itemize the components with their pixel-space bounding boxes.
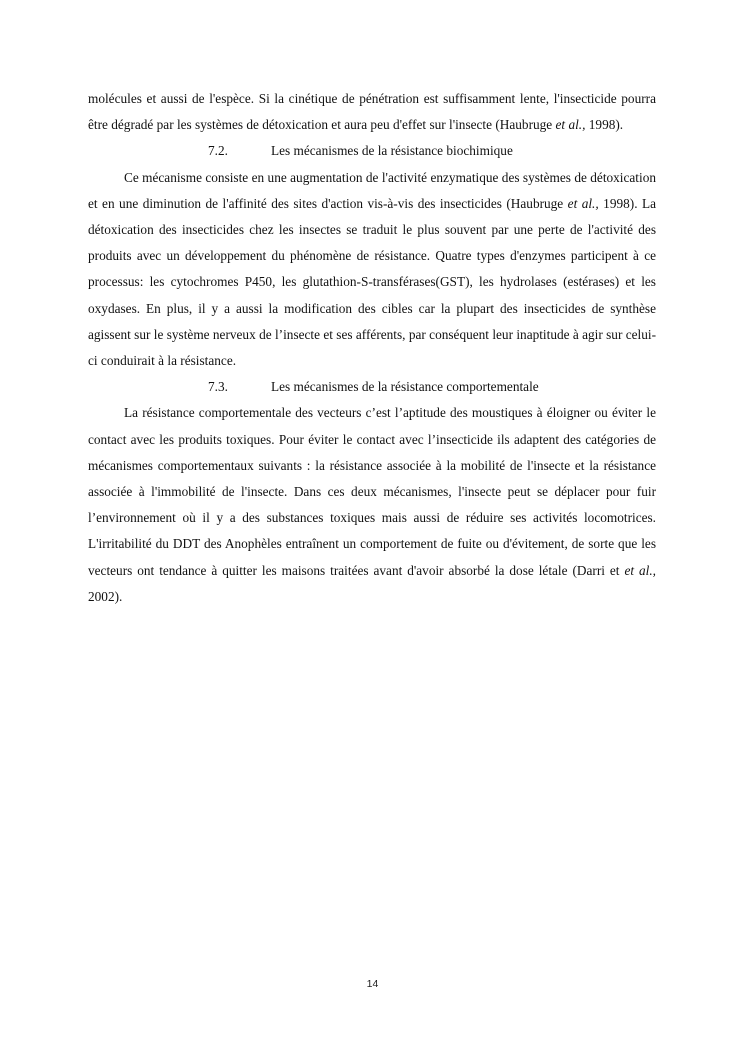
section-number: 7.2.: [208, 143, 228, 159]
body-text: [88, 86, 656, 610]
citation-italic: et al.,: [555, 117, 586, 133]
paragraph-text: Ce mécanisme consiste en une augmentation de l'activité enzymatique des systèmes de détoxication et en une diminution de l'affinité des sites d'action vis-à-vis des insecticides (Haubruge: [88, 169, 656, 211]
paragraph-text: 2002).: [88, 588, 123, 604]
section-number: 7.3.: [208, 379, 228, 395]
paragraph-biochimique: [88, 165, 656, 375]
section-heading-7-2: [88, 138, 656, 164]
paragraph-text: 1998).: [585, 117, 624, 133]
page-number: 14: [366, 978, 379, 990]
citation-italic: et al.,: [567, 195, 599, 211]
section-heading-7-3: [88, 374, 656, 400]
paragraph-comportementale: [88, 400, 656, 610]
paragraph-text: La résistance comportementale des vecteurs c’est l’aptitude des moustiques à éloigner ou éviter le contact avec les produits toxiques. Pour éviter le contact avec l’insecticide ils adaptent des catégories de mécanismes comportementaux suivants : la résistance associée à la mobilité de l'insecte et la résistance associée à l'immobilité de l'insecte. Dans ces deux mécanismes, l'insecte peut se déplacer pour fuir l’environnement où il y a des substances toxiques mais aussi de réduire ses activités locomotrices. L'irritabilité du DDT des Anophèles entraînent un comportement de fuite ou d'évitement, de sorte que les vecteurs ont tendance à quitter les maisons traitées avant d'avoir absorbé la dose létale (Darri et: [88, 405, 656, 578]
paragraph-text: molécules et aussi de l'espèce. Si la cinétique de pénétration est suffisamment lente, l'insecticide pourra être dégradé par les systèmes de détoxication et aura peu d'effet sur l'insecte (Haubruge: [88, 91, 656, 133]
paragraph-text: 1998). La détoxication des insecticides chez les insectes se traduit le plus souvent par une perte de l'activité des produits avec un développement du phénomène de résistance. Quatre types d'enzymes participent à ce processus: les cytochromes P450, les glutathion-S-transférases(GST), les hydrolases (estérases) et les oxydases. En plus, il y a aussi la modification des cibles car la plupart des insecticides de synthèse agissent sur le système nerveux de l’insecte et ses afférents, par conséquent leur inaptitude à agir sur celui-ci conduirait à la résistance.: [88, 195, 656, 369]
section-title: Les mécanismes de la résistance comportementale: [271, 379, 539, 395]
paragraph-intro: [88, 86, 656, 138]
citation-italic: et al.,: [624, 562, 656, 578]
section-title: Les mécanismes de la résistance biochimique: [271, 143, 513, 159]
